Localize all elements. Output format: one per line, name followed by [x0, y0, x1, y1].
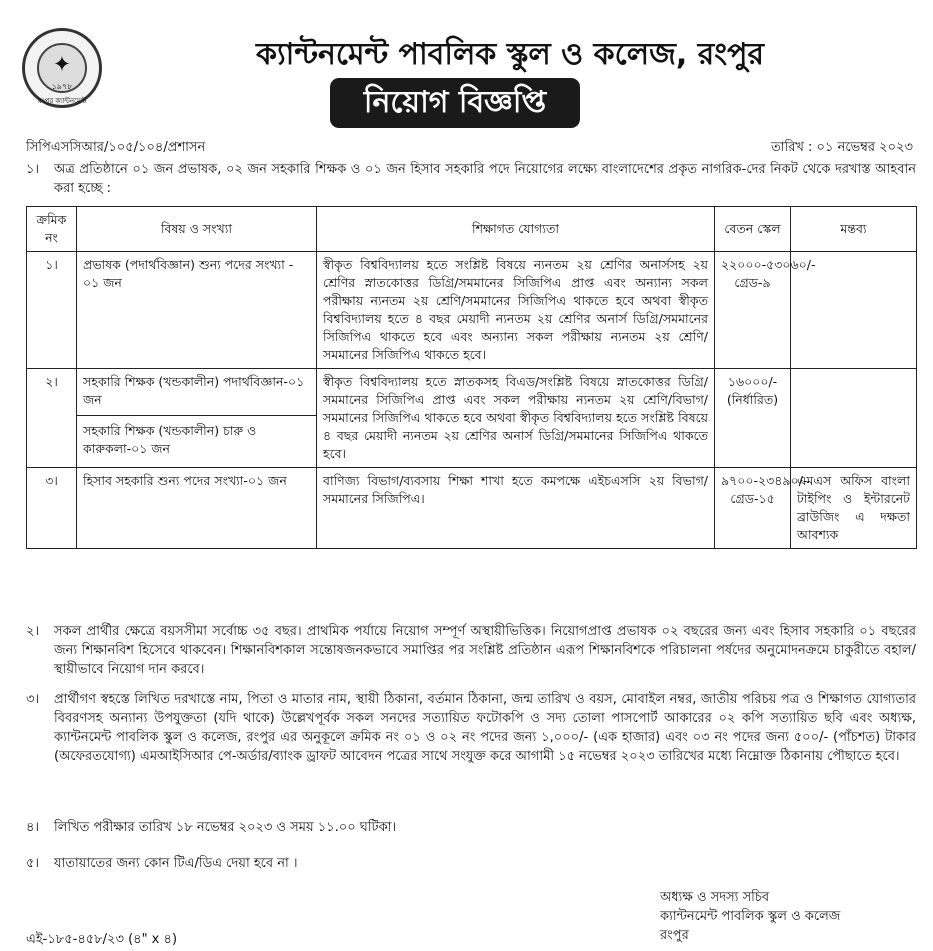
paragraph-number: ৪। — [26, 820, 40, 835]
torch-icon: ✦ — [52, 52, 72, 78]
signatory-location: রংপুর — [660, 928, 689, 943]
header-serial: ক্রমিক নং — [27, 207, 77, 252]
row-serial: ২। — [27, 369, 77, 468]
row-serial: ৩। — [27, 468, 77, 549]
row-salary: ১৬০০০/- (নির্ধারিত) — [715, 369, 791, 468]
table-row — [27, 468, 917, 549]
paragraph-text: যাতায়াতের জন্য কোন টিএ/ডিএ দেয়া হবে না । — [54, 856, 298, 871]
row-remarks — [791, 369, 917, 468]
publication-reference: এই-১৮৫-৪৫৮/২৩ (৪" x ৪) — [26, 932, 178, 947]
header-post: বিষয় ও সংখ্যা — [77, 207, 317, 252]
notice-date: তারিখ : ০১ নভেম্বর ২০২৩ — [770, 140, 913, 155]
memo-number: সিপিএসসিআর/১০৫/১০৪/প্রশাসন — [26, 140, 206, 155]
row-qualification: স্বীকৃত বিশ্ববিদ্যালয় হতে স্নাতকসহ বিএড/সংশ্লিষ্ট বিষয়ে স্নাতকোত্তর ডিগ্রি/সমমানের সিজিপিএ প্রাপ্ত এবং সকল পরীক্ষায় ন্যনতম ২য় শ্রেণি/বিভাগ/সমমানের সিজিপিএ থাকতে হবে অথবা স্বীকৃত বিশ্ববিদ্যালয় হতে সংশ্লিষ্ট বিষয়ে ৪ বছর মেয়াদী ন্যনতম ২য় শ্রেণির অনার্স ডিগ্রি/সমমানের সিজিপিএ থাকতে হবে। — [317, 369, 715, 468]
institution-name: ক্যান্টনমেন্ট পাবলিক স্কুল ও কলেজ, রংপুর — [255, 37, 765, 72]
row-qualification: স্বীকৃত বিশ্ববিদ্যালয় হতে সংশ্লিষ্ট বিষয়ে ন্যনতম ২য় শ্রেণির অনার্সসহ ২য় শ্রেণির স্নাতকোত্তর ডিগ্রি/সমমানের সিজিপিএ প্রাপ্ত এবং অন্যান্য সকল পরীক্ষায় ন্যনতম ২য় শ্রেণি/সমমানের সিজিপিএ থাকতে হবে অথবা স্বীকৃত বিশ্ববিদ্যালয় হতে ৪ বছর মেয়াদী ন্যনতম ২য় শ্রেণির অনার্স ডিগ্রি/সমমানের সিজিপিএ থাকতে হবে এবং অন্যান্য সকল পরীক্ষায় ন্যনতম ২য় শ্রেণি/সমমানের সিজিপিএ থাকতে হবে। — [317, 252, 715, 369]
paragraph-text: অত্র প্রতিষ্ঠানে ০১ জন প্রভাষক, ০২ জন সহকারি শিক্ষক ও ০১ জন হিসাব সহকারি পদে নিয়োগের লক্ষ্যে বাংলাদেশের প্রকৃত নাগরিক-দের নিকট থেকে দরখাস্ত আহবান করা হচ্ছে : — [54, 162, 916, 196]
table-row — [27, 369, 917, 468]
row-salary: ২২০০০-৫৩০৬০/- গ্রেড-৯ — [715, 252, 791, 369]
signatory-institution: ক্যান্টনমেন্ট পাবলিক স্কুল ও কলেজ — [660, 909, 841, 924]
header-salary: বেতন স্কেল — [715, 207, 791, 252]
signatory-title: অধ্যক্ষ ও সদস্য সচিব — [660, 890, 770, 905]
table-row — [27, 252, 917, 369]
paragraph-number: ৩। — [26, 692, 40, 707]
paragraph-text: সকল প্রার্থীর ক্ষেত্রে বয়সসীমা সর্বোচ্চ ৩৫ বছর। প্রাথমিক পর্যায়ে নিয়োগ সম্পূর্ণ অস্থায়ীভিত্তিক। নিয়োগপ্রাপ্ত প্রভাষক ০২ বছরের জন্য এবং হিসাব সহকারি ০১ বছরের জন্য শিক্ষানবিশ হিসেবে থাকবেন। শিক্ষানবিশকাল সন্তোষজনকভাবে সমাপ্তির পর সংশ্লিষ্ট প্রতিষ্ঠান এরূপ শিক্ষানবিশকে পরিচালনা পর্ষদের অনুমোদনক্রমে চাকুরীতে বহাল/স্থায়ীভাবে নিয়োগ দান করবে। — [54, 624, 916, 677]
row-salary: ৯৭০০-২৩৪৯০/- গ্রেড-১৫ — [715, 468, 791, 549]
logo-year: ১৯৭৮ — [51, 82, 73, 91]
row-post: হিসাব সহকারি শুন্য পদের সংখ্যা-০১ জন — [77, 468, 317, 549]
paragraph-number: ১। — [26, 162, 40, 177]
row-post-cell — [77, 369, 317, 468]
paragraph-text: প্রার্থীগণ স্বহস্তে লিখিত দরখাস্তে নাম, পিতা ও মাতার নাম, স্থায়ী ঠিকানা, বর্তমান ঠিকানা, জন্ম তারিখ ও বয়স, মোবাইল নম্বর, জাতীয় পরিচয় পত্র ও শিক্ষাগত যোগ্যতার বিবরণসহ অন্যান্য উপযুক্ততা (যদি থাকে) উল্লেখপূর্বক সকল সনদের সত্যায়িত ফটোকপি ও সদ্য তোলা পাসপোর্ট আকারের ০২ কপি সত্যায়িত ছবি এবং অধ্যক্ষ, ক্যান্টনমেন্ট পাবলিক স্কুল ও কলেজ, রংপুর এর অনুকূলে ক্রমিক নং ০১ ও ০২ নং পদের জন্য ১,০০০/- (এক হাজার) এবং ০৩ নং পদের জন্য ৫০০/- (পাঁচশত) টাকার (অফেরতযোগ্য) এমআইসিআর পে-অর্ডার/ব্যাংক ড্রাফট আবেদন পত্রের সাথে সংযুক্ত করে আগামী ১৫ নভেম্বর ২০২৩ তারিখের মধ্যে নিম্নোক্ত ঠিকানায় পৌছাতে হবে। — [54, 692, 916, 764]
header-qualification: শিক্ষাগত যোগ্যতা — [317, 207, 715, 252]
paragraph-number: ২। — [26, 624, 40, 639]
row-serial: ১। — [27, 252, 77, 369]
table-header-row — [27, 207, 917, 252]
college-logo — [22, 28, 102, 108]
paragraph-text: লিখিত পরীক্ষার তারিখ ১৮ নভেম্বর ২০২৩ ও সময় ১১.০০ ঘটিকা। — [54, 820, 397, 835]
row-post-secondary: সহকারি শিক্ষক (খন্ডকালীন) চারু ও কারুকলা-০১ জন — [77, 415, 316, 458]
notice-title: নিয়োগ বিজ্ঞপ্তি — [330, 78, 580, 128]
paragraph-number: ৫। — [26, 856, 40, 871]
row-qualification: বাণিজ্য বিভাগ/ব্যবসায় শিক্ষা শাখা হতে কমপক্ষে এইচএসসি ২য় বিভাগ/সমমানের সিজিপিএ। — [317, 468, 715, 549]
paragraph-1 — [26, 160, 916, 198]
vacancy-table — [26, 206, 917, 549]
row-post: সহকারি শিক্ষক (খন্ডকালীন) পদার্থবিজ্ঞান-০১ জন — [83, 374, 305, 407]
signature-block — [660, 888, 840, 945]
paragraph-5 — [26, 854, 916, 873]
header-remarks: মন্তব্য — [791, 207, 917, 252]
paragraph-3 — [26, 690, 916, 766]
row-remarks: এমএস অফিস বাংলা টাইপিং ও ইন্টারনেট ব্রাউজিং এ দক্ষতা আবশ্যক — [791, 468, 917, 549]
paragraph-4 — [26, 818, 916, 837]
paragraph-2 — [26, 622, 916, 679]
row-post: প্রভাষক (পদার্থবিজ্ঞান) শুন্য পদের সংখ্যা - ০১ জন — [77, 252, 317, 369]
logo-caption: রংপুর ক্যান্টনমেন্ট — [37, 97, 87, 105]
